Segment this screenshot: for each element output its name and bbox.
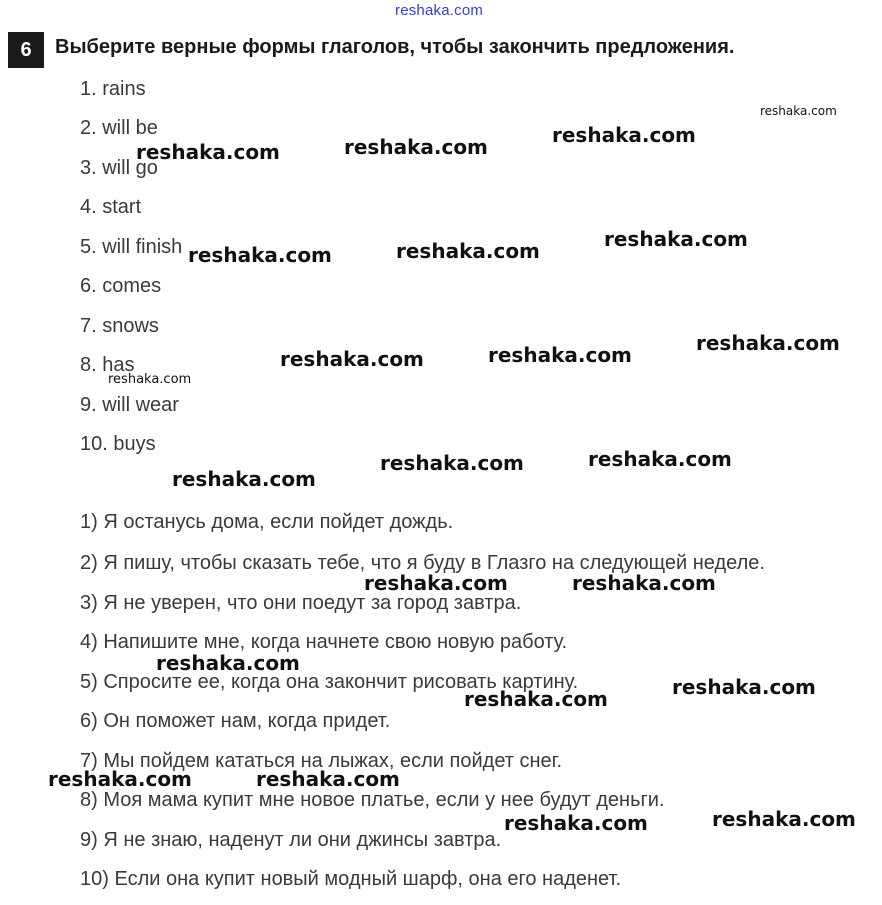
translation-item: 7) Мы пойдем кататься на лыжах, если пойдет снег. <box>80 750 563 772</box>
answer-item: 8. has <box>80 354 135 376</box>
translation-item: 3) Я не уверен, что они поедут за город завтра. <box>80 592 522 614</box>
translation-item: 4) Напишите мне, когда начнете свою новую работу. <box>80 631 568 653</box>
watermark: reshaka.com <box>504 811 648 835</box>
watermark: reshaka.com <box>588 447 732 471</box>
translation-item: 2) Я пишу, чтобы сказать тебе, что я буду в Глазго на следующей неделе. <box>80 552 765 574</box>
watermark: reshaka.com <box>380 451 524 475</box>
watermark: reshaka.com <box>552 123 696 147</box>
watermark: reshaka.com <box>188 243 332 267</box>
watermark: reshaka.com <box>760 104 837 118</box>
watermark: reshaka.com <box>48 767 192 791</box>
watermark: reshaka.com <box>280 347 424 371</box>
watermark: reshaka.com <box>464 687 608 711</box>
watermark: reshaka.com <box>256 767 400 791</box>
watermark: reshaka.com <box>672 675 816 699</box>
translation-item: 8) Моя мама купит мне новое платье, если у нее будут деньги. <box>80 789 665 811</box>
watermark: reshaka.com <box>696 331 840 355</box>
watermark: reshaka.com <box>396 239 540 263</box>
watermark: reshaka.com <box>172 467 316 491</box>
translation-item: 6) Он поможет нам, когда придет. <box>80 710 391 732</box>
answer-item: 5. will finish <box>80 236 183 258</box>
answer-item: 3. will go <box>80 157 158 179</box>
exercise-number-badge: 6 <box>8 32 44 68</box>
translation-item: 5) Спросите ее, когда она закончит рисовать картину. <box>80 671 579 693</box>
answer-item: 10. buys <box>80 433 156 455</box>
answer-item: 6. comes <box>80 275 162 297</box>
watermark: reshaka.com <box>572 571 716 595</box>
watermark: reshaka.com <box>364 571 508 595</box>
watermark: reshaka.com <box>136 140 280 164</box>
answer-item: 7. snows <box>80 315 159 337</box>
answer-item: 9. will wear <box>80 394 179 416</box>
watermark: reshaka.com <box>712 807 856 831</box>
watermark: reshaka.com <box>108 372 192 387</box>
answer-item: 4. start <box>80 196 142 218</box>
translation-item: 10) Если она купит новый модный шарф, она его наденет. <box>80 868 621 890</box>
watermark: reshaka.com <box>156 651 300 675</box>
watermark: reshaka.com <box>604 227 748 251</box>
translation-item: 1) Я останусь дома, если пойдет дождь. <box>80 511 454 533</box>
exercise-title: Выберите верные формы глаголов, чтобы закончить предложения. <box>55 36 735 58</box>
watermark: reshaka.com <box>488 343 632 367</box>
watermark: reshaka.com <box>344 135 488 159</box>
translation-item: 9) Я не знаю, наденут ли они джинсы завтра. <box>80 829 502 851</box>
site-header-link[interactable]: reshaka.com <box>395 2 484 19</box>
answer-item: 1. rains <box>80 78 146 100</box>
answer-item: 2. will be <box>80 117 158 139</box>
